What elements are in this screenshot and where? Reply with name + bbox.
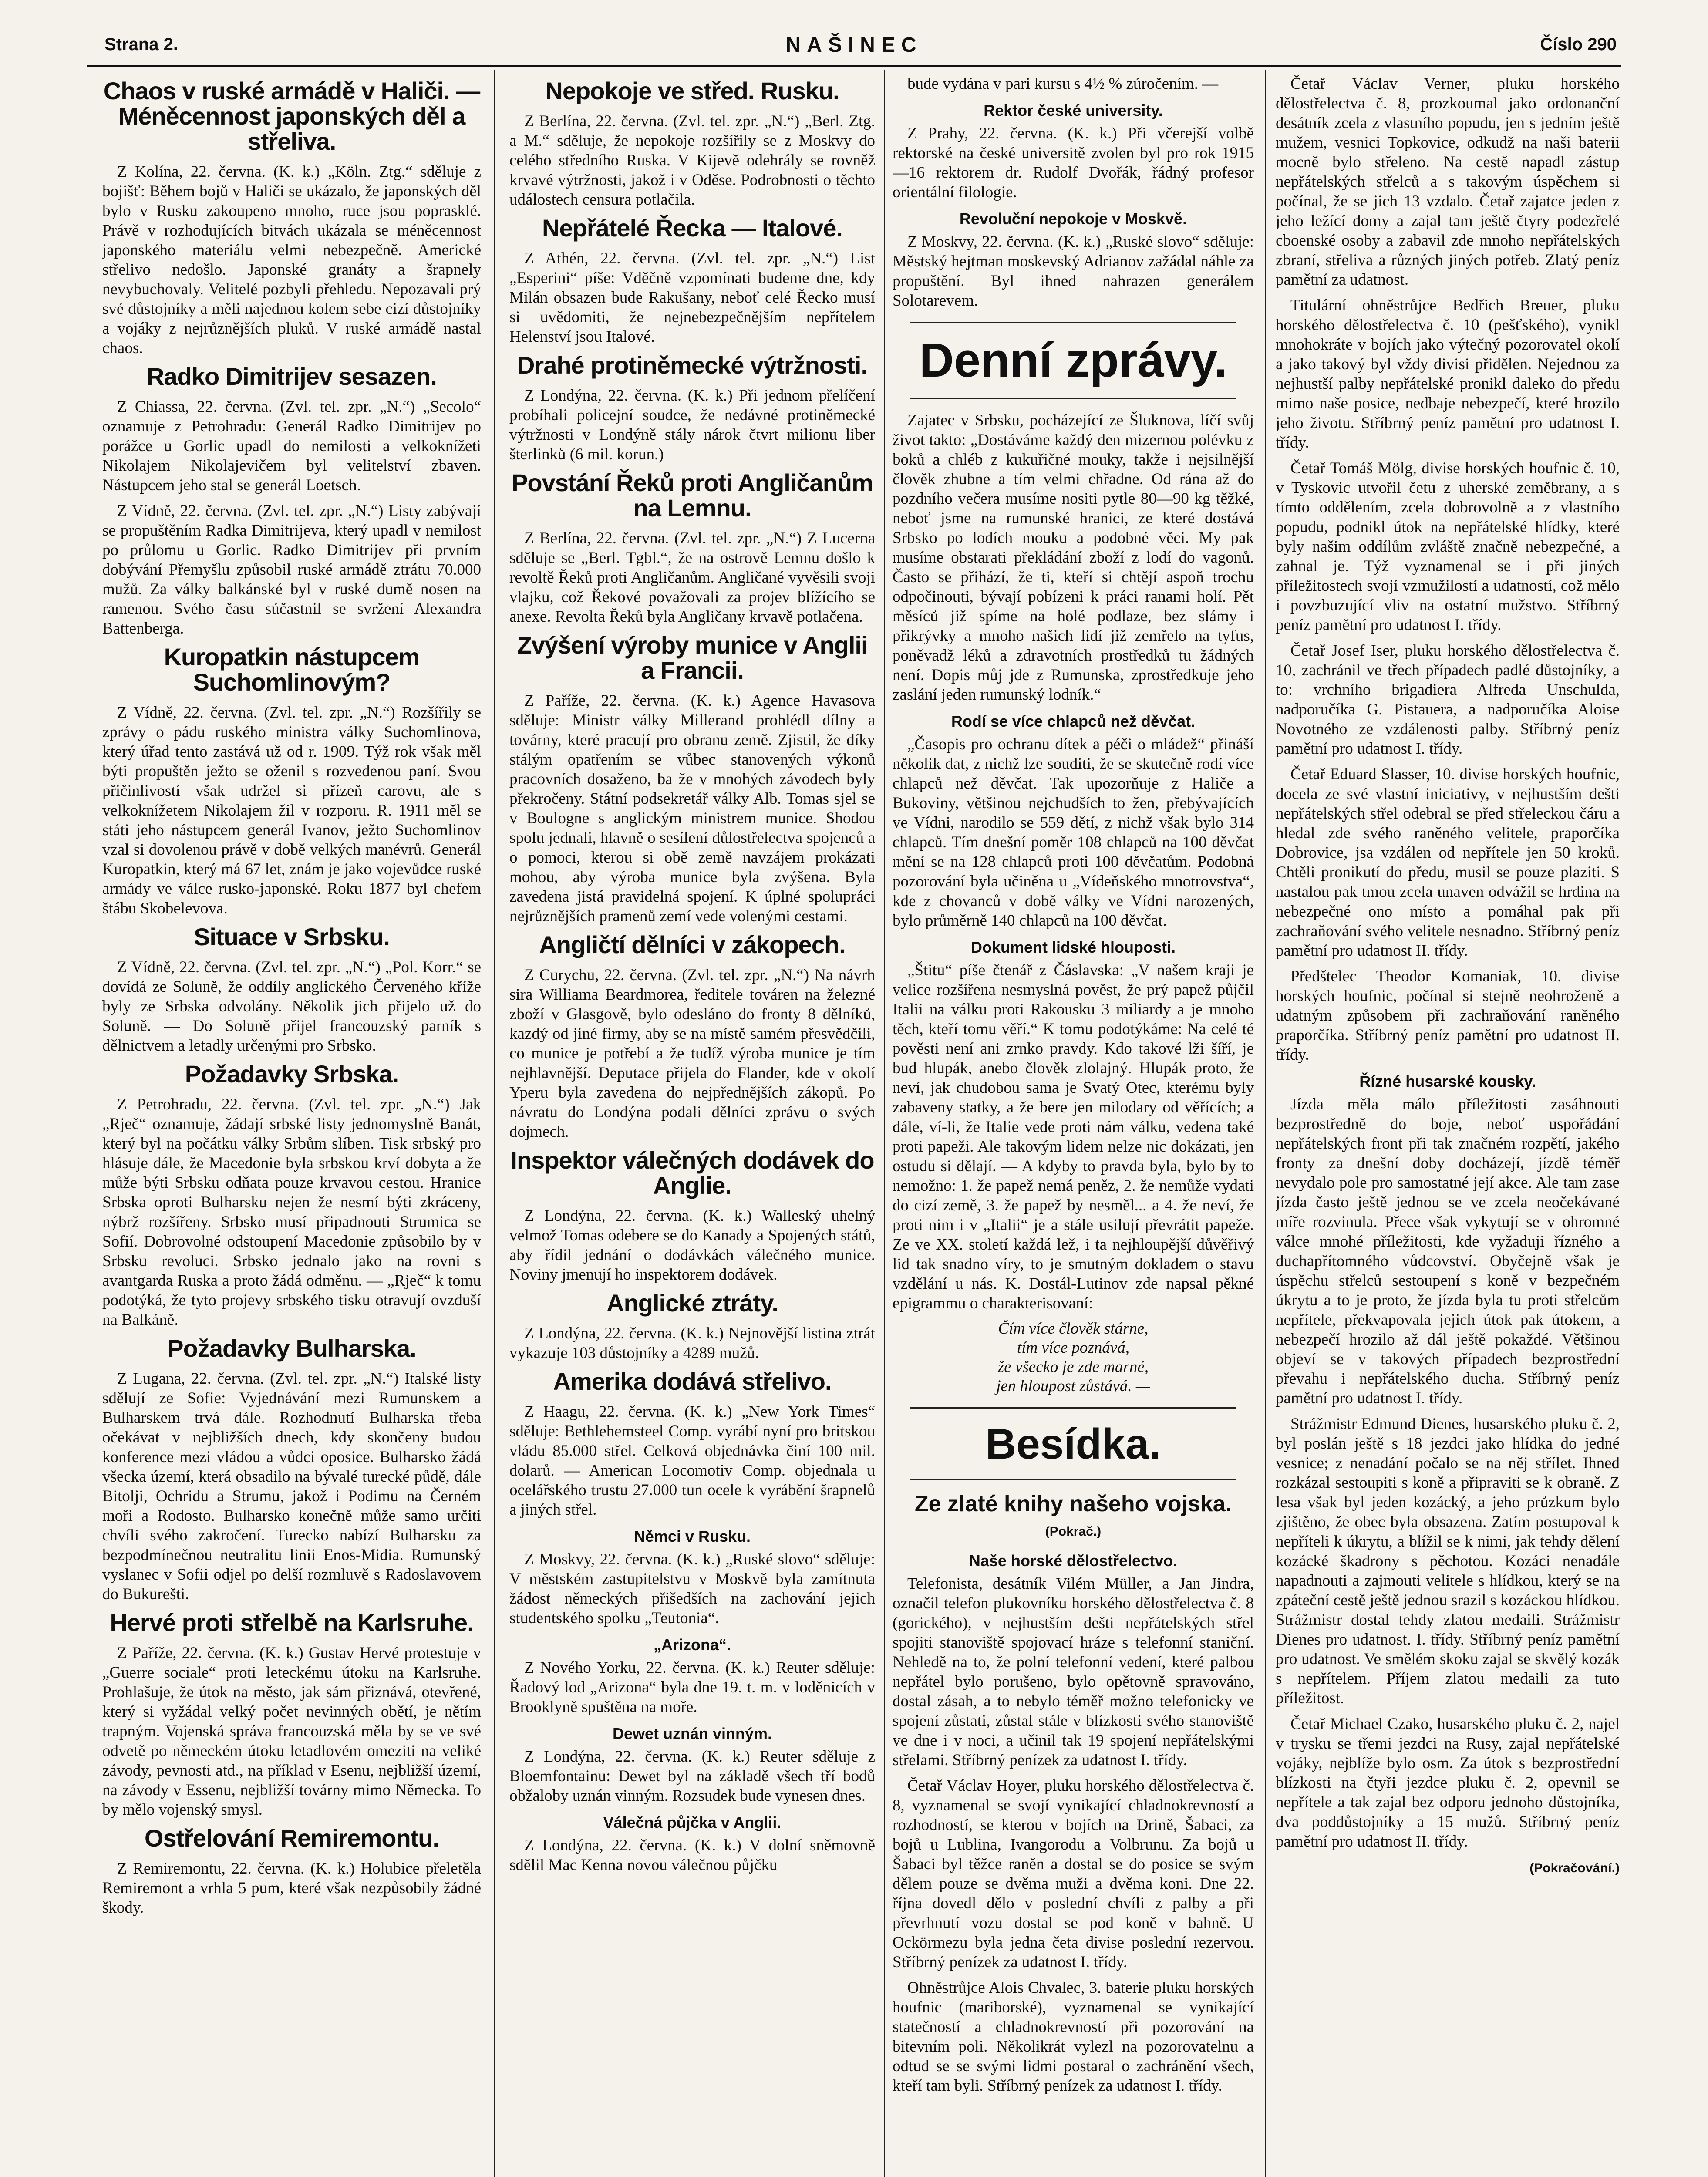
article-text: Z Vídně, 22. června. (Zvl. tel. zpr. „N.“) Listy zabývají se propuštěním Radka Dimitrijeva, který upadl v nemilost po průlomu u Gorlic. Radko Dimitrijev při prvním dobývání Přemyšlu způsobil ruské armádě ztrátu 70.000 mužů. Za války balkánské byl v ruské dumě nosen na ramenou. Svého času súčastnil se svržení Alexandra Battenberga.: [102, 502, 481, 637]
subheading: Dewet uznán vinným.: [612, 1725, 772, 1742]
headline: Hervé proti střelbě na Karlsruhe.: [110, 1609, 474, 1636]
subheading: „Arizona“.: [653, 1636, 731, 1654]
section-divider: [910, 1407, 1236, 1409]
article-text: „Štitu“ píše čtenář z Čáslavska: „V našem kraji je velice rozšířena nesmyslná pověst, že prý papež půjčil Italii na válku proti Rakousku 3 miliardy a je mnoho těch, kteří tomu věří.“ K tomu podotýkáme: Na celé té pověsti není ani zrnko pravdy. Kdo takové lži šíří, je bud hlupák, anebo člověk zlolajný. Hlupák proto, že neví, jak chudobou sama je Svatý Otec, kterému byly zabaveny statky, a že bere jen milodary od věřících; a dále, ví-li, že Italie vede proti nám válku, vedena také proti papeži. Ale takovým lidem nelze nic dokázati, jen ostudu si dělají. — A kdyby to pravda byla, bylo by to nemožno: 1. že papež nemá peněz, 2. že nemůže vydati do cizí země, 3. že papež by nesměl... a 4. že neví, že proti nim i v „Italii“ je a stále usilují převrátit papeže. Ze ve XX. století každá lež, i ta nejhloupější důvěřivý lid tak snadno víry, to je smutným dokladem o stavu vzdělání u nás. K. Dostál-Lutinov zde napsal pěkné epigrammu o charakterisovaní:: [893, 961, 1254, 1312]
article-text: Strážmistr Edmund Dienes, husarského pluku č. 2, byl poslán ještě s 18 jezdci jako hlídka do jedné vesnice; z nenadání počalo se na něj střílet. Ihned rozkázal sestoupiti s koně a připraviti se k obraně. Z lesa však byl jeden kozácký, a jeho průzkum bylo zjištěno, že obec byla obsazena. Zatím postupoval k nepříteli k úkrytu, a blížil se k nimi, jak tehdy dělení kozácké škadrony s pěchotou. Kozáci nenadále napadnouti a zajmouti velitele s hlídkou, který se na zpáteční cestě ještě jednou srazil s kozáckou hlídkou. Strážmistr dostal tehdy zlatou medaili. Strážmistr Dienes pro udatnost. I. třídy. Stříbrný peníz pamětní pro udatnost. Ve smělém skoku zajal se skvělý kozák s nepřítelem. Příjem zlatou medaili za tuto příležitost.: [1276, 1415, 1620, 1707]
article-text: Četař Václav Verner, pluku horského dělostřelectva č. 8, prozkoumal jako ordonanční desátník zcela z vlastního popudu, jen s jedním ještě mužem, vesnici Topkovice, odkudž na naši baterii mocně bylo střeleno. Na cestě napadl zástup nepřátelských střelců a s takovým úspěchem si počínal, že se jich 13 vzdalo. Četař zajatce jeden z jeho ležící domy a zajal tam ještě čtyry podezřelé cboenské osoby a zabavil zde mnoho nepřátelských zbraní, střeliva a různých jiných potřeb. Zlatý peníz pamětní za udatnost.: [1276, 75, 1620, 289]
column-2: [509, 74, 875, 2177]
epigram-line: tím více poznává,: [1017, 1339, 1129, 1357]
epigram-line: Čím více člověk stárne,: [998, 1320, 1149, 1338]
headline: Povstání Řeků proti Angličanům na Lemnu.: [512, 469, 873, 522]
column-4: [1276, 74, 1620, 2177]
article-text: Z Paříže, 22. června. (K. k.) Gustav Hervé protestuje v „Guerre sociale“ proti leteckému útoku na Karlsruhe. Prohlašuje, že útok na město, jak sám přiznává, otevřené, který si vyžádal velký počet nevinných obětí, je nětím trapným. Vojenská správa francouzská měla by se ve své odvetě po německém útoku letadlovém omeziti na veliké závody, pevnosti atd., na příklad v Esenu, nejbližší území, na závody v Essenu, nejbližší továrny mimo Německa. To by mělo vojenský smysl.: [102, 1644, 481, 1819]
article-text: bude vydána v pari kursu s 4½ % zúročením. —: [907, 75, 1219, 93]
headline: Požadavky Srbska.: [185, 1060, 399, 1088]
headline: Drahé protiněmecké výtržnosti.: [517, 351, 868, 379]
column-divider: [884, 70, 885, 2177]
article-text: Z Londýna, 22. června. (K. k.) Reuter sděluje z Bloemfontainu: Dewet byl na základě všech tří bodů obžaloby uznán vinným. Rozsudek bude vynesen dnes.: [509, 1748, 875, 1805]
header-rule: [87, 65, 1621, 67]
article-text: Zajatec v Srbsku, pocházející ze Šluknova, líčí svůj život takto: „Dostáváme každý den mizernou polévku z boků a chléb z kukuřičné mouky, takže i nejsilnější člověk zhubne a tím velmi chřadne. Od rána až do pozdního večera musíme nositi pytle 80—90 kg těžké, neboť jsme na rumunské hranici, ze které dostává Srbsko po lodích mouku a podobné věci. My pak musíme obstarati překládání zboží z lodí do vagonů. Často se přihází, že ti, kteří si chtějí aspoň trochu odpočinouti, bývají pobízeni k práci ranami holí. Pět měsíců již spíme na holé podlaze, bez slámy i přikrývky a mnoho našich lidí již zemřelo na tyfus, poněvadž léků a zdravotních prostředků tu žádných není. Dopis můj jde z Rumunska, zprostředkuje jeho zaslání jeden rumunský lodník.“: [893, 411, 1254, 704]
article-text: Četař Josef Iser, pluku horského dělostřelectva č. 10, zachránil ve třech případech padlé důstojníky, a to: vrchního brigadiera Alfreda Unschulda, nadporučíka G. Pistauera, a nadporučíka Aloise Novotného ze vzdálenosti palby. Stříbrný peníz pamětní pro udatnost I. třídy.: [1276, 642, 1620, 758]
headline: Požadavky Bulharska.: [167, 1335, 416, 1362]
section-divider: [910, 322, 1236, 323]
section-title-denni-zpravy: Denní zprávy.: [919, 334, 1227, 387]
headline: Amerika dodává střelivo.: [553, 1368, 832, 1395]
article-text: Z Athén, 22. června. (Zvl. tel. zpr. „N.“) List „Esperini“ píše: Vděčně vzpomínati budeme dne, kdy Milán obsazen bude Rakušany, neboť celé Řecko musí si uvědomiti, že nejnebezpečnějším nepřítelem Helenství jsou Italové.: [509, 249, 875, 346]
section-divider: [910, 1479, 1236, 1480]
column-1: [102, 74, 481, 2177]
article-text: Titulární ohněstrůjce Bedřich Breuer, pluku horského dělostřelectva č. 10 (pešťského), vynikl mnohokráte v bojích jako výtečný pozorovatel okolí a jako takový byl vždy divisi přidělen. Nejednou za nejhustší palby nepřátelské pronikl daleko do předu mimo naše posice, nedbaje nebezpečí, které hrozilo jeho životu. Stříbrný peníz pamětní pro udatnost I. třídy.: [1276, 297, 1620, 452]
article-text: Z Remiremontu, 22. června. (K. k.) Holubice přeletěla Remiremont a vrhla 5 pum, které však nezpůsobily žádné škody.: [102, 1860, 481, 1917]
headline: Chaos v ruské armádě v Haliči. — Méněcennost japonských děl a střeliva.: [103, 77, 480, 155]
subheading: Naše horské dělostřelectvo.: [969, 1552, 1178, 1570]
headline: Zvýšení výroby munice v Anglii a Francii.: [517, 631, 868, 684]
subheading: Řízné husarské kousky.: [1359, 1072, 1536, 1090]
article-text: Četař Michael Czako, husarského pluku č. 2, najel v trysku se třemi jezdci na Rusy, zajal nepřátelské vojáky, nejblíže bylo osm. Za útok s bezprostřední blízkosti na čtyři jezdce pluku č. 2, opevnil se nepřítele a tak zajal bez odporu jednoho důstojníka, dva poddůstojníky a 15 mužů. Stříbrný peníz pamětní pro udatnost II. třídy.: [1276, 1715, 1620, 1850]
article-text: Z Berlína, 22. června. (Zvl. tel. zpr. „N.“) „Berl. Ztg. a M.“ sděluje, že nepokoje rozšířily se z Moskvy do celého středního Ruska. V Kijevě odehrály se rovněž krvavé výtržnosti, jakož i v Oděse. Podrobnosti o těchto událostech censura potlačila.: [509, 112, 875, 209]
continued-note-text: (Pokračování.): [1529, 1861, 1620, 1875]
article-text: Z Londýna, 22. června. (K. k.) V dolní sněmovně sdělil Mac Kenna novou válečnou půjčku: [509, 1837, 875, 1874]
article-text: Jízda měla málo příležitosti zasáhnouti bezprostředně do boje, neboť uspořádání nepřátelských front při tak značném rozpětí, jakého fronty za dnešní doby docházejí, jízdě téměř nevydalo pole pro samostatné její akce. Ale tam zase jízda často ještě jednou se ve zcela neočekávané míře rozvinula. Přece však vykytují se v ohromné válce mnohé příležitosti, kde vyžaduji řízného a duchapřítomného vůdcovství. Obyčejně však je úspěchu střelců sestoupení s koně v bezpečném úkrytu a to je proto, že jízda byla tu proti střelcům nepřítele, překvapovala jejich útok pak útokem, a nebezpečí hrozilo až dál ještě pokaždé. Většinou objeví se v takových případech bezprostřední převahu i nepřátelského ducha. Stříbrný peníz pamětní pro udatnost I. třídy.: [1276, 1095, 1620, 1407]
feature-title-text: Ze zlaté knihy našeho vojska.: [914, 1491, 1232, 1516]
headline: Situace v Srbsku.: [194, 923, 390, 950]
epigram: [893, 1319, 1254, 1396]
headline: Angličtí dělníci v zákopech.: [539, 931, 846, 958]
article-text: Z Haagu, 22. června. (K. k.) „New York Times“ sděluje: Bethlehemsteel Comp. vyrábí nyní pro britskou vládu 85.000 střel. Celková objednávka činí 100 mil. dolarů. — American Locomotiv Comp. objednala u ocelářského trustu 27.000 tun ocele k vyrábění šrapnelů a jiných střel.: [509, 1403, 875, 1519]
article-text: Z Vídně, 22. června. (Zvl. tel. zpr. „N.“) Rozšířily se zprávy o pádu ruského ministra války Suchomlinova, který úřad tento zastává už od r. 1909. Týž rok však měl býti propuštěn ježto se oženil s rozvedenou paní. Svou přičinlivostí však udržel si přízeň carovu, ale s velkoknížetem Nikolajem žil v rozporu. R. 1911 měl se státi jeho nástupcem generál Ivanov, ježto Suchomlinov vzal si dovolenou právě v době velkých manévrů. Generál Kuropatkin, který má 67 let, znám je jako vojevůdce ruské armády ve válce rusko-japonské. Roku 1877 byl chefem štábu Skobelevova.: [102, 704, 481, 917]
headline: Kuropatkin nástupcem Suchomlinovým?: [164, 643, 420, 696]
article-text: Četař Václav Hoyer, pluku horského dělostřelectva č. 8, vyznamenal se svojí vynikající chladnokrevností a rozhodností, se kterou v bojích na Drině, Šabaci, za bojů u Lublina, Ivangorodu a Volbrunu. Za bojů u Šabaci byl těžce raněn a dostal se do posice se svým dělem pouze se dvěma muži a dvěma koni. Dne 22. října dovedl dělo v poslední chvíli z palby a při převrhnutí vozu dostal se pod koně v bahně. U Ockörmezu byla jedna četa divise poslední rezervou. Stříbrný penízek za udatnost I. třídy.: [893, 1777, 1254, 1971]
headline: Inspektor válečných dodávek do Anglie.: [510, 1146, 874, 1199]
article-text: Předštelec Theodor Komaniak, 10. divise horských houfnic, počínal si stejně neohroženě a udatným způsobem při zachraňování raněného praporčíka. Stříbrný peníz pamětní pro udatnost II. třídy.: [1276, 967, 1620, 1064]
subheading: Dokument lidské hlouposti.: [970, 938, 1176, 956]
headline: Ostřelování Remiremontu.: [144, 1824, 439, 1852]
continued-note: [1276, 1857, 1620, 1878]
article-text: Ohněstrůjce Alois Chvalec, 3. baterie pluku horských houfnic (mariborské), vyznamenal se vynikající statečností a chladnokrevností při pozorování na bitevním poli. Několikrát vylezl na pozorovatelnu a odtud se se svými lidmi postaral o zachránění všech, kteří tam byli. Stříbrný penízek za udatnost I. třídy.: [893, 1979, 1254, 2095]
article-text: Z Nového Yorku, 22. června. (K. k.) Reuter sděluje: Řadový lod „Arizona“ byla dne 19. t. m. v loděnicích v Brooklyně spuštěna na moře.: [509, 1659, 875, 1716]
article-text: Telefonista, desátník Vilém Müller, a Jan Jindra, označil telefon plukovníku horského dělostřelectva č. 8 (gorického), v nejhustším dešti nepřátelských střel spojiti stanoviště spojovací hráze s telefonní staniční. Nehledě na to, že polní telefonní vedení, které palbou nepřátel bylo porušeno, bylo opětovně spravováno, dostal zásah, a to nebylo téměř možno telefonicky ve spojení zůstati, zůstal stále v blízkosti svého stanoviště ve dne i v noci, a učinil tak 19 spojení nepřátelskými střelami. Stříbrný penízek za udatnost I. třídy.: [893, 1575, 1254, 1769]
article-text: Z Londýna, 22. června. (K. k.) Nejnovější listina ztrát vykazuje 103 důstojníky a 4289 mužů.: [509, 1324, 875, 1362]
page-number: Strana 2.: [104, 35, 178, 54]
article-text: Z Prahy, 22. června. (K. k.) Při včerejší volbě rektorské na české universitě zvolen byl pro rok 1915—16 rektorem dr. Rudolf Dvořák, řádný profesor orientální filologie.: [893, 125, 1254, 201]
article-text: Z Vídně, 22. června. (Zvl. tel. zpr. „N.“) „Pol. Korr.“ se dovídá ze Soluně, že oddíly anglického Červeného kříže byly ze Srbska odvolány. Několik jich přijelo už do Soluně. — Do Soluně přijel francouzský parník s dělnictvem a letadly určenými pro Srbsko.: [102, 958, 481, 1055]
article-text: Z Kolína, 22. června. (K. k.) „Köln. Ztg.“ sděluje z bojišť: Během bojů v Haliči se ukázalo, že japonských děl bylo v Rusku zakoupeno mnoho, ruce jsou poprasklé. Právě v rozhodujících bitvách ukázala se méněcennost japonského materiálu velmi nebezpečně. Americké střelivo nedošlo. Japonské granáty a šrapnely nevybuchovaly. Velitelé pozbyli přehledu. Nepozavali prý své důstojníky a měli najednou kolem sebe cizí důstojníky a vojáky z nejrůznějších pluků. V ruské armádě nastal chaos.: [102, 163, 481, 357]
article-text: Z Londýna, 22. června. (K. k.) Při jednom přelíčení probíhali policejní soudce, že nedávné protiněmecké výtržnosti v Londýně stály nárok čtvrt milionu liber šterlinků (6 mil. korun.): [509, 387, 875, 463]
feature-title: [893, 1492, 1254, 1544]
article-text: Z Paříže, 22. června. (K. k.) Agence Havasova sděluje: Ministr války Millerand prohlédl dílny a továrny, které pracují pro obranu země. Zjistil, že díky stálým opatřením se vůbec stanovených výkonů pracovních dosaženo, ba že v mnohých závodech byly překročeny. Státní podsekretář války Alb. Tomas sjel se v Boulogne s anglickým ministrem munice. Shodou spolu jednali, hlavně o sesílení důlostřelectva spojenců a o pomoci, kterou si obě země navzájem prokázati mohou, aby výroba munice byla zvýšena. Byla zavedena jistá pravidelná spojení. K úplné spolupráci nejrůznějších pramenů zemí vede volenými cestami.: [509, 692, 875, 925]
article-text: Z Londýna, 22. června. (K. k.) Walleský uhelný velmož Tomas odebere se do Kanady a Spojených států, aby řídil jednání o dodávkách válečného munice. Noviny jmenují ho inspektorem dodávek.: [509, 1207, 875, 1284]
article-text: Z Petrohradu, 22. června. (Zvl. tel. zpr. „N.“) Jak „Rječ“ oznamuje, žádají srbské listy jednomyslně Banát, který byl na počátku války Srbům slíben. Tisk srbský pro hlásuje dále, že Macedonie byla srbskou krví dobyta a že může býti Srbsku odňata pouze krvavou cestou. Hranice Srbska oproti Bulharsku nejen že nesmí býti zkráceny, nýbrž rozšířeny. Srbsko musí připadnouti Strumica se Sofií. Dobrovolné odstoupení Macedonie způsobilo by v Srbsku revoluci. Srbsko jednalo jako na rovni s avantgarda Ruska a proto žádá odměnu. — „Rječ“ k tomu podotýká, že tyto projevy srbského tisku otravují ovzduší na Balkáně.: [102, 1095, 481, 1329]
article-text: „Časopis pro ochranu dítek a péči o mládež“ přináší několik dat, z nichž lze souditi, že se skutečně rodí více chlapců než děvčat. Tak upozorňuje z Haliče a Bukoviny, většinou nejchudších to žen, přebývajících ve Vídni, narodilo se 559 dětí, z nichž však bylo 314 chlapců. Tím dnešní poměr 108 chlapců na 100 děvčat mění se na 128 chlapců proti 100 děvčatům. Podobná pozorování byla učiněna u „Vídeňského mnotrovstva“, kde z chovanců v době války ve Vídni narozených, bylo průměrně 140 chlapců na 100 děvčat.: [893, 735, 1254, 930]
continued-note: (Pokrač.): [1045, 1524, 1102, 1539]
article-text: Z Berlína, 22. června. (Zvl. tel. zpr. „N.“) Z Lucerna sděluje se „Berl. Tgbl.“, že na ostrově Lemnu došlo k revoltě Řeků proti Angličanům. Angličané vyvěsili svoji vlajku, což Řekové považovali za projev blížícího se anexe. Revolta Řeků byla Angličany krvavě potlačena.: [509, 529, 875, 626]
subheading: Němci v Rusku.: [633, 1527, 751, 1545]
issue-number: Číslo 290: [1540, 35, 1617, 54]
section-divider: [910, 398, 1236, 399]
subheading: Revoluční nepokoje v Moskvě.: [959, 210, 1187, 228]
epigram-line: jen hloupost zůstává. —: [996, 1377, 1150, 1395]
subheading: Rektor české university.: [984, 101, 1163, 119]
article-text: Četař Eduard Slasser, 10. divise horských houfnic, docela ze své vlastní iniciativy, v nejhustším dešti nepřátelských střel odebral se před střeleckou čáru a hledal zde svého raněného velitele, praporčíka Dobrovice, jsa vzdálen od nepřítele jen 50 kroků. Chtěli pronikutí do předu, musil se pouze plaziti. S nastalou pak tmou zcela unaven odvážil se hrdina na nebezpečné ono místo a pomáhal pak při zachraňování svého velitele nesnadno. Stříbrný peníz pamětní pro udatnost II. třídy.: [1276, 765, 1620, 960]
article-text: Z Moskvy, 22. června. (K. k.) „Ruské slovo“ sděluje: V městském zastupitelstvu v Moskvě byla zamítnuta žádost německých přišedších na zachování jejich studentského spolku „Teutonia“.: [509, 1550, 875, 1627]
epigram-line: že všecko je zde marné,: [997, 1358, 1149, 1376]
page-header: [87, 27, 1621, 61]
article-text: Z Lugana, 22. června. (Zvl. tel. zpr. „N.“) Italské listy sdělují ze Sofie: Vyjednávání mezi Rumunskem a Bulharskem trvá dále. Rozhodnutí Bulharska třeba očekávat v nejbližších dnech, kdy skončeny budou konference mezi vládou a vůdci oposice. Bulharsko žádá všecka území, která obsadilo na bývalé turecké půdě, dále Bitolji, Ochridu a Strumu, jakož i Podimu na Černém moři a Rodosto. Bulharsko konečně může samo určiti chvíli svého zakročení. Turecko nabízí Bulharsku za bezpodmínečnou neutralitu linii Enos-Midia. Rumunský vyslanec v Sofii odjel po delší rozmluvě s Radoslavovem do Bukurešti.: [102, 1370, 481, 1603]
column-3: [893, 74, 1254, 2177]
article-text: Z Moskvy, 22. června. (K. k.) „Ruské slovo“ sděluje: Městský hejtman moskevský Adrianov zažádal náhle za propuštění. Byl ihned nahrazen generálem Solotarevem.: [893, 233, 1254, 310]
headline: Nepokoje ve střed. Rusku.: [545, 77, 839, 104]
section-title-besidka: Besídka.: [985, 1420, 1161, 1468]
column-divider: [1265, 70, 1266, 2177]
subheading: Rodí se více chlapců než děvčat.: [951, 712, 1196, 730]
subheading: Válečná půjčka v Anglii.: [603, 1813, 782, 1831]
article-text: Četař Tomáš Mölg, divise horských houfnic č. 10, v Tyskovic utvořil četu z uherské zeměbrany, a s tímto oddělením, zcela dobrovolně a z vlastního popudu, podnikl útok na nepřátelské hlídky, které byly našim oddílům zvláště značně nebezpečné, a zahnal je. Týž vyznamenal se i při jiných příležitostech svojí vzmužilostí a udatností, což mělo i povzbuzující vliv na ostatní mužstvo. Stříbrný peníz pamětní pro udatnost I. třídy.: [1276, 459, 1620, 634]
headline: Nepřátelé Řecka — Italové.: [542, 214, 842, 242]
masthead-title: NAŠINEC: [785, 34, 923, 57]
headline: Radko Dimitrijev sesazen.: [147, 363, 437, 390]
article-text: Z Chiassa, 22. června. (Zvl. tel. zpr. „N.“) „Secolo“ oznamuje z Petrohradu: Generál Radko Dimitrijev po porážce u Gorlic upadl do nemilosti a velkoknížeti Nikolajem Nikolajevičem byl velitelství zbaven. Nástupcem jeho stal se generál Loetsch.: [102, 398, 481, 494]
column-divider: [494, 70, 495, 2177]
article-text: Z Curychu, 22. června. (Zvl. tel. zpr. „N.“) Na návrh sira Williama Beardmorea, ředitele továren na železné zboží v Glasgově, bylo odesláno do fronty 8 dělníků, kazdý od jiné firmy, aby se na místě samém přesvědčili, co munice je potřebí a že tudíž výroba munice je tím nejhlavnější. Deputace přijela do Flander, kde v okolí Yperu byla zavedena do nejpřednějších zákopů. Po návratu do Londýna podali dělníci zprávu o svých dojmech.: [509, 966, 875, 1141]
headline: Anglické ztráty.: [606, 1289, 778, 1317]
